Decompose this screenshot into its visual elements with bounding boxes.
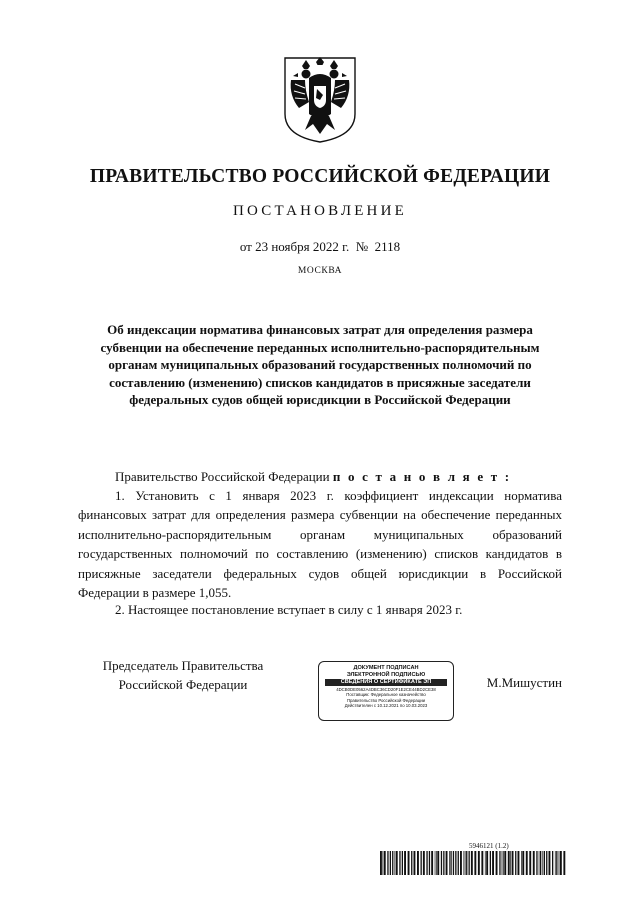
signatory-position: [78, 656, 288, 694]
barcode-bar: [512, 851, 514, 875]
barcode-bar: [390, 851, 391, 875]
barcode-bar: [383, 851, 384, 875]
barcode-bar: [402, 851, 403, 875]
barcode-bar: [396, 851, 398, 875]
barcode-bar: [502, 851, 503, 875]
barcode-bar: [508, 851, 510, 875]
barcode-bar: [563, 851, 565, 875]
item-2-paragraph: 2. Настоящее постановление вступает в силу с 1 января 2023 г.: [115, 602, 463, 617]
barcode-bar: [500, 851, 501, 875]
barcode-bar: [504, 851, 506, 875]
barcode-bar: [458, 851, 459, 875]
barcode-bar: [490, 851, 491, 875]
barcode-bar: [555, 851, 556, 875]
city: МОСКВА: [297, 266, 343, 276]
barcode-bar: [446, 851, 448, 875]
barcode-bar: [399, 851, 400, 875]
barcode-bar: [552, 851, 553, 875]
barcode-bar: [542, 851, 543, 875]
barcode-bar: [533, 851, 535, 875]
barcode-bar: [496, 851, 498, 875]
barcode-bar: [449, 851, 450, 875]
barcode-bar: [486, 851, 488, 875]
barcode-bar: [559, 851, 560, 875]
barcode-bar: [485, 851, 486, 875]
barcode-bar: [466, 851, 467, 875]
intro-text: Правительство Российской Федерации: [115, 469, 330, 484]
barcode-label: 5946121 (1.2): [469, 842, 509, 850]
item-1-paragraph: 1. Установить с 1 января 2023 г. коэффициент индексации норматива финансовых затрат для определения размера субвенции на обеспечение переданных исполнительно-распорядительным органам муниципальных образований государственных полномочий по составлению (изменению) списков кандидатов в присяжные заседатели федеральных судов общей юрисдикции в Российской Федерации в размере 1,055.: [78, 488, 562, 601]
barcode-bar: [395, 851, 396, 875]
barcode-bar: [414, 851, 416, 875]
barcode-bar: [544, 851, 545, 875]
barcode-bar: [421, 851, 422, 875]
government-title: ПРАВИТЕЛЬСТВО РОССИЙСКОЙ ФЕДЕРАЦИИ: [89, 166, 551, 187]
barcode-bar: [455, 851, 456, 875]
coat-of-arms-emblem: [283, 56, 357, 144]
barcode-bar: [436, 851, 437, 875]
barcode-bar: [384, 851, 386, 875]
barcode-bar: [522, 851, 524, 875]
barcode-bar: [392, 851, 393, 875]
stamp-validity: Действителен с 10.12.2021 по 10.03.2023: [344, 703, 428, 709]
barcode-bar: [465, 851, 466, 875]
barcode-bar: [510, 851, 511, 875]
intro-paragraph: [78, 467, 562, 486]
position-line-1: Председатель Правительства: [102, 658, 264, 673]
barcode-bar: [536, 851, 537, 875]
barcode-bar: [549, 851, 551, 875]
barcode-bar: [464, 851, 465, 875]
stamp-band: СВЕДЕНИЯ О СЕРТИФИКАТЕ ЭП: [325, 679, 447, 686]
barcode-bar: [515, 851, 516, 875]
barcode-bar: [435, 851, 436, 875]
barcode-bar: [499, 851, 500, 875]
document-subject: Об индексации норматива финансовых затрат для определения размера субвенции на обеспечение переданных исполнительно-распорядительным органам муниципальных образований государственных полномочий по составлению (изменению) списков кандидатов в присяжные заседатели федеральных судов общей юрисдикции в Российской Федерации: [100, 322, 540, 408]
barcode-bar: [417, 851, 419, 875]
barcode-bar: [518, 851, 520, 875]
barcode-bar: [469, 851, 470, 875]
barcode-bar: [526, 851, 528, 875]
barcode-bar: [443, 851, 444, 875]
barcode-bar: [503, 851, 504, 875]
barcode-bar: [529, 851, 531, 875]
decree-word: п о с т а н о в л я е т :: [332, 469, 512, 484]
document-type: ПОСТАНОВЛЕНИЕ: [233, 203, 407, 219]
stamp-line-1: ДОКУМЕНТ ПОДПИСАН: [353, 665, 419, 671]
barcode-bar: [481, 851, 483, 875]
barcode-bar: [453, 851, 454, 875]
barcode-bar: [556, 851, 557, 875]
barcode: [380, 851, 566, 875]
barcode-bar: [539, 851, 540, 875]
barcode-bar: [431, 851, 433, 875]
barcode-bar: [546, 851, 547, 875]
barcode-bar: [492, 851, 494, 875]
barcode-bar: [478, 851, 480, 875]
barcode-bar: [423, 851, 425, 875]
stamp-issuer-2: Правительство Российской Федерации: [346, 697, 426, 703]
barcode-bar: [426, 851, 427, 875]
barcode-bar: [441, 851, 442, 875]
barcode-bar: [474, 851, 476, 875]
barcode-bar: [540, 851, 541, 875]
electronic-signature-stamp: [318, 661, 454, 721]
signatory-name: М.Мишустин: [486, 675, 562, 690]
barcode-bar: [411, 851, 412, 875]
stamp-issuer-1: Поставщик: Федеральное казначейство: [346, 692, 426, 698]
barcode-bar: [460, 851, 462, 875]
barcode-bar: [471, 851, 473, 875]
stamp-line-2: ЭЛЕКТРОННОЙ ПОДПИСЬЮ: [346, 671, 426, 678]
barcode-bar: [437, 851, 439, 875]
stamp-serial: 4DCB0DE0562A4DBC36CD20F1E2CE44BD2CE38: [336, 687, 436, 693]
date-and-number: от 23 ноября 2022 г. № 2118: [239, 239, 401, 254]
barcode-bar: [450, 851, 451, 875]
barcode-bar: [404, 851, 406, 875]
barcode-bar: [429, 851, 430, 875]
position-line-2: Российской Федерации: [118, 677, 248, 692]
barcode-bar: [387, 851, 388, 875]
barcode-bar: [380, 851, 382, 875]
barcode-bar: [408, 851, 410, 875]
barcode-bar: [521, 851, 522, 875]
barcode-bar: [560, 851, 562, 875]
